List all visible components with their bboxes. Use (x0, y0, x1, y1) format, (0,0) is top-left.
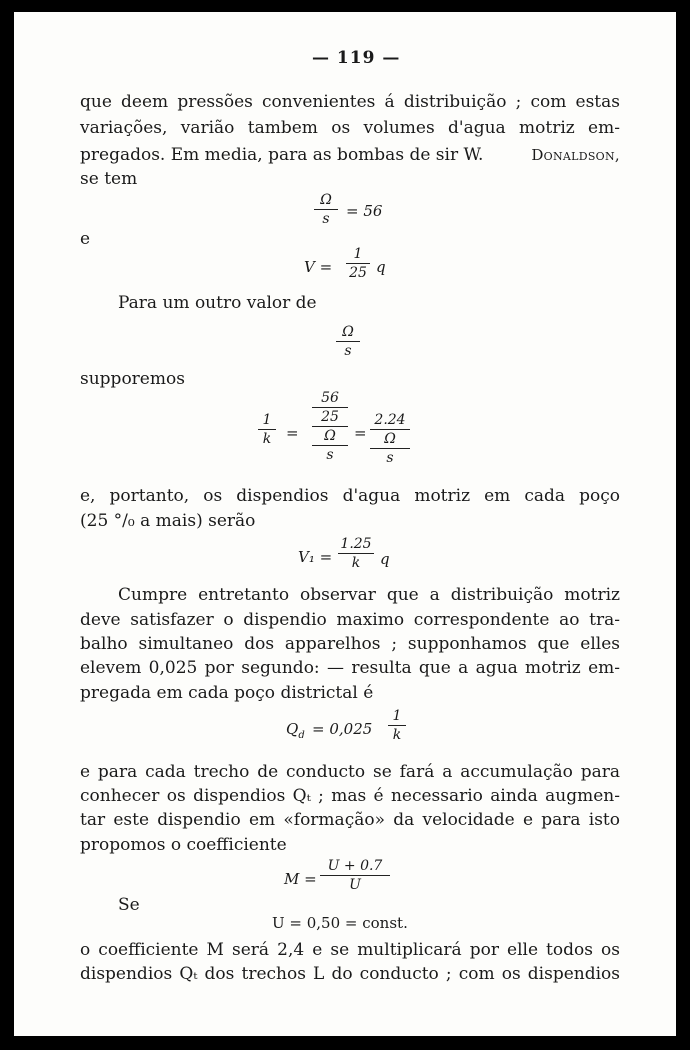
text-line-o-coefficiente: o coefficiente M será 2,4 e se multiplicará por elle todos os (80, 940, 620, 960)
text-line-3-main: pregados. Em media, para as bombas de sir W. (80, 145, 484, 165)
eq6-lhs: $Q_d$ (286, 720, 305, 741)
text-supporemos: supporemos (80, 369, 185, 389)
eq8: U = 0,50 = const. (272, 914, 408, 932)
eq2-rhs: q (376, 258, 386, 276)
eq4-equals-a: = (286, 424, 299, 442)
text-line-portanto: e, portanto, os dispendios d'agua motriz em cada poço (80, 486, 620, 506)
text-line-25pct: (25 °/₀ a mais) serão (80, 511, 256, 531)
text-line-conhecer: conhecer os dispendios Qₜ ; mas é necessario ainda augmen- (80, 786, 620, 806)
page-number: — 119 — (312, 48, 401, 68)
eq7-lhs: M = (284, 870, 317, 888)
eq4-k-fraction: 1 k (258, 412, 276, 447)
book-page (14, 12, 676, 1036)
eq6-fraction: 1 k (388, 708, 406, 743)
eq7-fraction: U + 0.7 U (320, 858, 390, 893)
text-para-outro: Para um outro valor de (118, 293, 317, 313)
text-line-2: variações, varião tambem os volumes d'agua motriz em- (80, 118, 620, 138)
conjunction-e: e (80, 229, 91, 249)
eq4-equals-b: = (354, 424, 367, 442)
eq4-compound-fraction: 56 25 Ω s (312, 390, 348, 463)
text-line-3 (80, 144, 620, 166)
text-line-para-cada: e para cada trecho de conducto se fará a accumulação para (80, 762, 620, 782)
text-line-propomos: propomos o coefficiente (80, 835, 287, 855)
text-line-pregada: pregada em cada poço districtal é (80, 683, 374, 703)
eq5-fraction: 1.25 k (338, 536, 374, 571)
eq5-rhs: q (380, 550, 390, 568)
text-line-4: se tem (80, 169, 138, 189)
eq1-fraction: Ω s (314, 192, 338, 227)
eq2-fraction: 1 25 (346, 246, 370, 281)
text-line-dispendios: dispendios Qₜ dos trechos L do conducto ; com os dispendios (80, 964, 620, 984)
eq5-lhs: V₁ = (298, 548, 333, 566)
text-line-cumpre: Cumpre entretanto observar que a distribuição motriz (118, 585, 620, 605)
text-line-balho: balho simultaneo dos apparelhos ; supponhamos que elles (80, 634, 620, 654)
text-line-deve: deve satisfazer o dispendio maximo correspondente ao tra- (80, 610, 620, 630)
eq6-mid: = 0,025 (312, 720, 373, 738)
text-line-1: que deem pressões convenientes á distribuição ; com estas (80, 92, 620, 112)
eq4-right-fraction: 2.24 Ω s (370, 412, 410, 466)
text-line-elevem: elevem 0,025 por segundo: — resulta que a agua motriz em- (80, 658, 620, 678)
text-se: Se (118, 895, 140, 915)
text-line-tar: tar este dispendio em «formação» da velocidade e para isto (80, 810, 620, 830)
eq1-rhs: = 56 (346, 202, 383, 220)
author-name: Donaldson, (531, 146, 620, 164)
eq2-lhs: V = (304, 258, 333, 276)
eq3-fraction: Ω s (336, 324, 360, 359)
